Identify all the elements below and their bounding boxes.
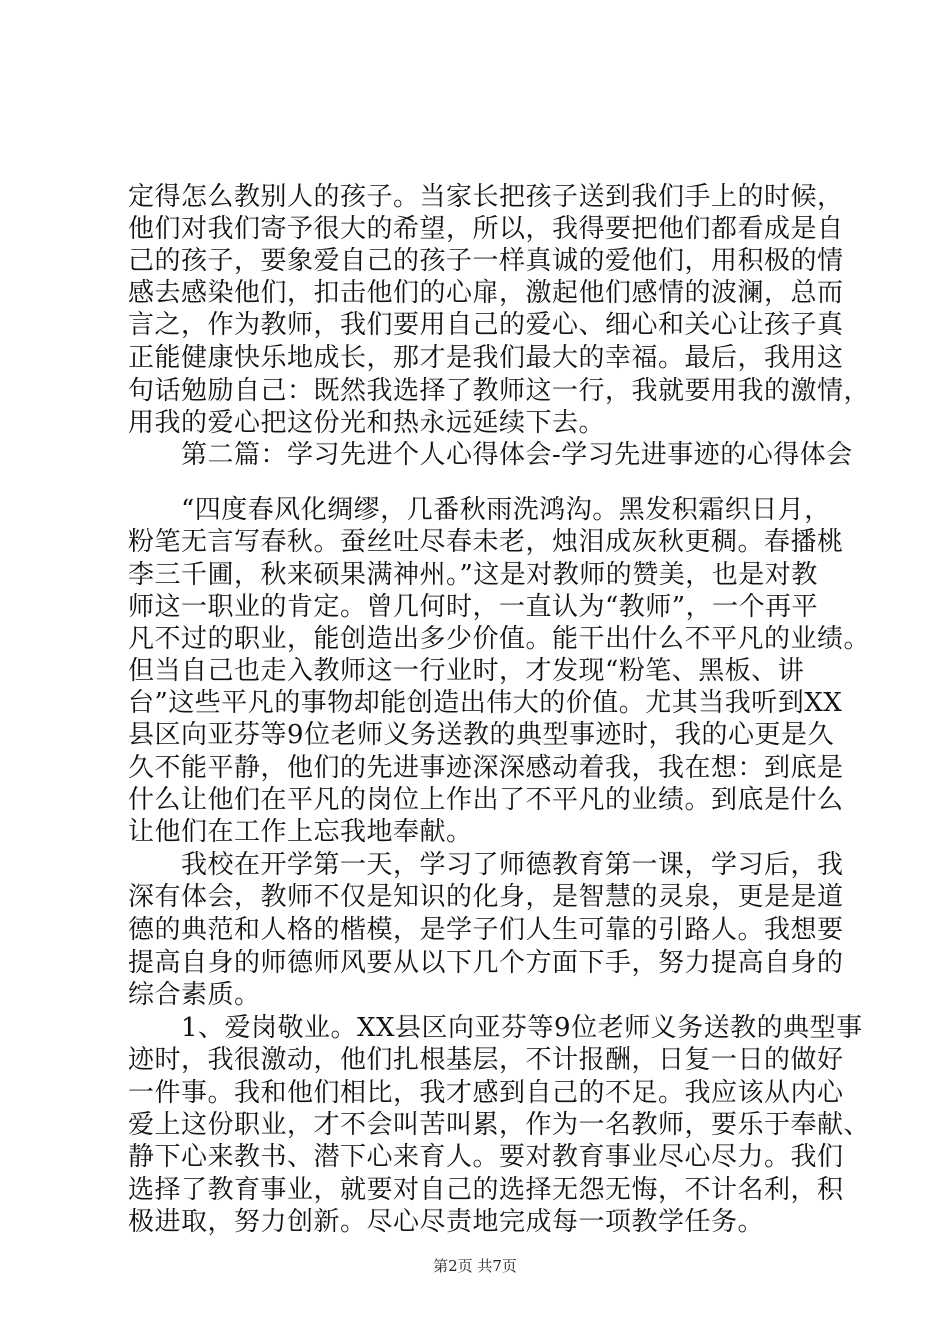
text-line: 师这一职业的肯定。曾几何时，一直认为“教师”，一个再平: [128, 592, 819, 622]
text-line: “四度春风化绸缪，几番秋雨洗鸿沟。黑发积霜织日月，: [128, 495, 831, 525]
text-line: 言之，作为教师，我们要用自己的爱心、细心和关心让孩子真: [128, 310, 844, 340]
text-line: 静下心来教书、潜下心来育人。要对教育事业尽心尽力。我们: [128, 1142, 844, 1172]
text-line: 什么让他们在平凡的岗位上作出了不平凡的业绩。到底是什么: [128, 785, 844, 815]
text-line: 极进取，努力创新。尽心尽责地完成每一项教学任务。: [128, 1207, 765, 1237]
text-line: 正能健康快乐地成长，那才是我们最大的幸福。最后，我用这: [128, 343, 844, 373]
text-line: 让他们在工作上忘我地奉献。: [128, 817, 473, 847]
text-line: 句话勉励自己：既然我选择了教师这一行，我就要用我的激情，: [128, 376, 871, 406]
text-line: 用我的爱心把这份光和热永远延续下去。: [128, 408, 606, 438]
text-line: 选择了教育事业，就要对自己的选择无怨无悔，不计名利，积: [128, 1175, 844, 1205]
text-line: 台”这些平凡的事物却能创造出伟大的价值。尤其当我听到XX: [128, 688, 843, 718]
text-line: 深有体会，教师不仅是知识的化身，是智慧的灵泉，更是是道: [128, 882, 844, 912]
section-heading: 第二篇：学习先进个人心得体会-学习先进事迹的心得体会: [128, 440, 853, 470]
text-line: 综合素质。: [128, 980, 261, 1010]
text-line: 但当自己也走入教师这一行业时，才发现“粉笔、黑板、讲: [128, 656, 805, 686]
text-line: 迹时，我很激动，他们扎根基层，不计报酬，日复一日的做好: [128, 1045, 844, 1075]
text-line: 定得怎么教别人的孩子。当家长把孩子送到我们手上的时候，: [128, 182, 844, 212]
text-line: 己的孩子，要象爱自己的孩子一样真诚的爱他们，用积极的情: [128, 246, 844, 276]
text-line: 爱上这份职业，才不会叫苦叫累，作为一名教师，要乐于奉献、: [128, 1110, 871, 1140]
text-line: 感去感染他们，扣击他们的心扉，激起他们感情的波澜，总而: [128, 278, 844, 308]
text-line: 久不能平静，他们的先进事迹深深感动着我，我在想：到底是: [128, 753, 844, 783]
text-line: 提高自身的师德师风要从以下几个方面下手，努力提高自身的: [128, 948, 844, 978]
text-line: 他们对我们寄予很大的希望，所以，我得要把他们都看成是自: [128, 214, 844, 244]
text-line: 粉笔无言写春秋。蚕丝吐尽春未老，烛泪成灰秋更稠。春播桃: [128, 527, 844, 557]
text-line: 县区向亚芬等9位老师义务送教的典型事迹时，我的心更是久: [128, 720, 835, 750]
text-line: 凡不过的职业，能创造出多少价值。能干出什么不平凡的业绩。: [128, 624, 871, 654]
text-line: 1、爱岗敬业。XX县区向亚芬等9位老师义务送教的典型事: [128, 1013, 863, 1043]
text-line: 李三千圃，秋来硕果满神州。”这是对教师的赞美，也是对教: [128, 560, 818, 590]
text-line: 我校在开学第一天，学习了师德教育第一课，学习后，我: [128, 850, 844, 880]
page-footer: 第2页 共7页: [433, 1257, 517, 1275]
text-line: 一件事。我和他们相比，我才感到自己的不足。我应该从内心: [128, 1078, 844, 1108]
text-line: 德的典范和人格的楷模，是学子们人生可靠的引路人。我想要: [128, 915, 844, 945]
